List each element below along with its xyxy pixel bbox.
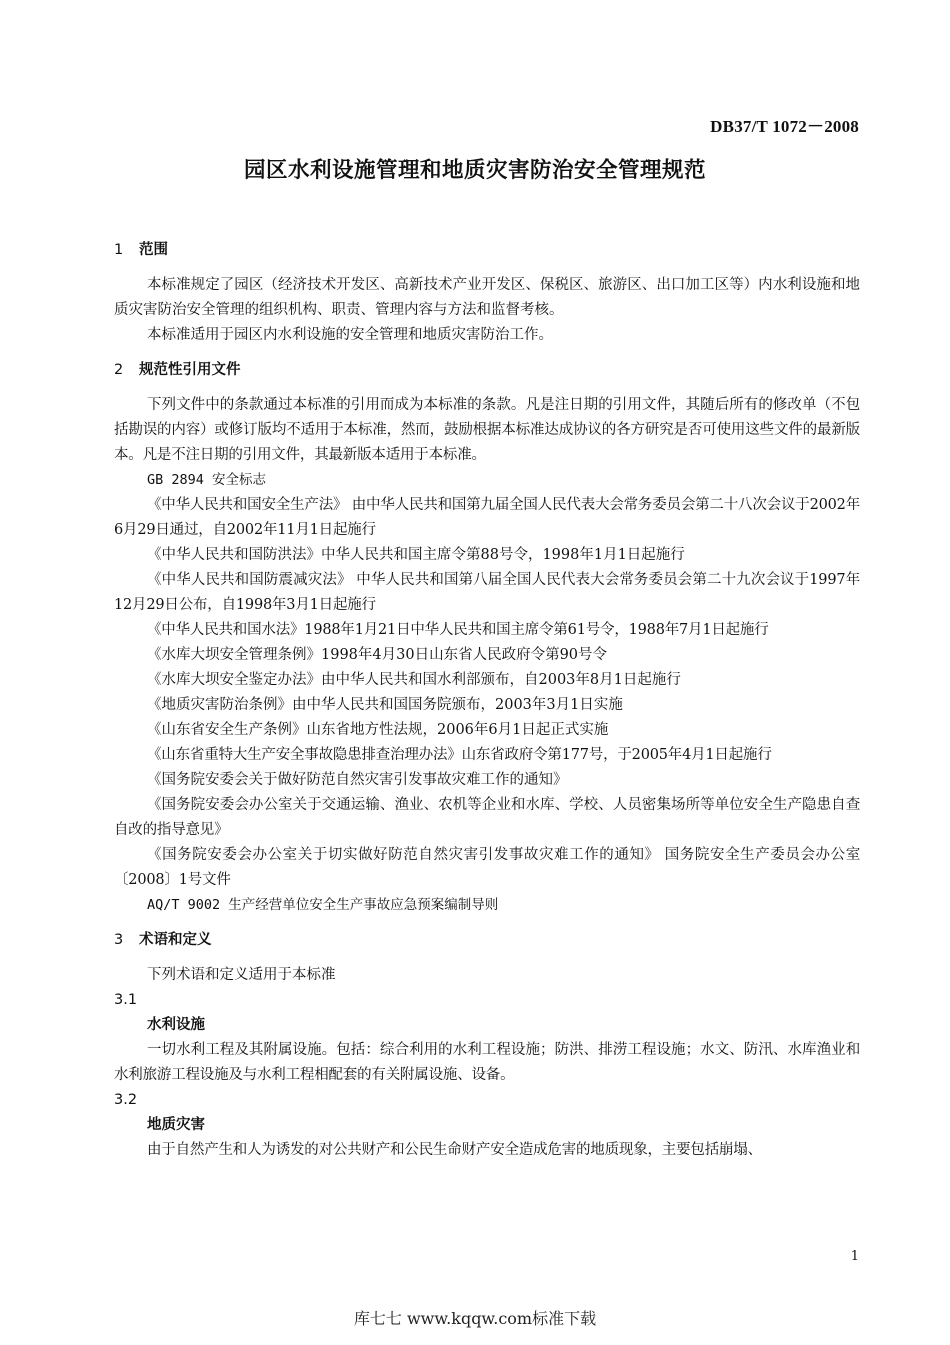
section-heading-normative-references xyxy=(114,358,860,383)
reference-item: GB 2894 安全标志 xyxy=(147,472,267,488)
term-definition: 由于自然产生和人为诱发的对公共财产和公民生命财产安全造成危害的地质现象，主要包括崩塌、 xyxy=(147,1142,762,1158)
section-heading-terms-definitions xyxy=(114,928,860,953)
reference-item: 《地质灾害防治条例》由中华人民共和国国务院颁布，2003年3月1日实施 xyxy=(147,697,623,713)
reference-item: 《山东省安全生产条例》山东省地方性法规，2006年6月1日起正式实施 xyxy=(147,722,609,738)
document-body xyxy=(114,238,860,1163)
reference-item: 《中华人民共和国防洪法》中华人民共和国主席令第88号令，1998年1月1日起施行 xyxy=(147,547,685,563)
term-name: 地质灾害 xyxy=(147,1117,205,1133)
section-heading-scope xyxy=(114,238,860,263)
footer-watermark: 库七七 www.kqqw.com标准下载 xyxy=(353,1309,597,1328)
paragraph: 下列文件中的条款通过本标准的引用而成为本标准的条款。凡是注日期的引用文件，其随后所有的修改单（不包括勘误的内容）或修订版均不适用于本标准，然而，鼓励根据本标准达成协议的各方研究是否可使用这些文件的最新版本。凡是不注日期的引用文件，其最新版本适用于本标准。 xyxy=(114,397,860,463)
section-number: 3 xyxy=(114,932,124,948)
paragraph: 下列术语和定义适用于本标准 xyxy=(147,967,336,983)
term-name: 水利设施 xyxy=(147,1017,205,1033)
reference-item: 《中华人民共和国水法》1988年1月21日中华人民共和国主席令第61号令，1988年7月1日起施行 xyxy=(147,622,769,638)
page-number: 1 xyxy=(850,1249,859,1264)
paragraph: 本标准规定了园区（经济技术开发区、高新技术产业开发区、保税区、旅游区、出口加工区等）内水利设施和地质灾害防治安全管理的组织机构、职责、管理内容与方法和监督考核。 xyxy=(114,277,860,318)
reference-item: 《山东省重特大生产安全事故隐患排查治理办法》山东省政府令第177号，于2005年4月1日起施行 xyxy=(147,747,772,763)
section-title: 规范性引用文件 xyxy=(139,362,241,378)
reference-item: 《水库大坝安全管理条例》1998年4月30日山东省人民政府令第90号令 xyxy=(147,647,608,663)
term-number: 3.1 xyxy=(114,992,138,1008)
standard-code: DB37/T 1072－2008 xyxy=(710,117,859,136)
section-number: 2 xyxy=(114,362,124,378)
document-title: 园区水利设施管理和地质灾害防治安全管理规范 xyxy=(243,158,706,183)
reference-item: 《国务院安委会办公室关于切实做好防范自然灾害引发事故灾难工作的通知》 国务院安全生产委员会办公室〔2008〕1号文件 xyxy=(114,847,860,888)
section-number: 1 xyxy=(114,242,124,258)
paragraph: 本标准适用于园区内水利设施的安全管理和地质灾害防治工作。 xyxy=(147,327,553,343)
section-title: 范围 xyxy=(139,242,168,258)
reference-item: 《中华人民共和国安全生产法》 由中华人民共和国第九届全国人民代表大会常务委员会第二十八次会议于2002年6月29日通过，自2002年11月1日起施行 xyxy=(114,497,860,538)
reference-item: AQ/T 9002 生产经营单位安全生产事故应急预案编制导则 xyxy=(147,897,499,913)
reference-item: 《水库大坝安全鉴定办法》由中华人民共和国水利部颁布，自2003年8月1日起施行 xyxy=(147,672,681,688)
reference-item: 《国务院安委会关于做好防范自然灾害引发事故灾难工作的通知》 xyxy=(147,772,568,788)
reference-item: 《国务院安委会办公室关于交通运输、渔业、农机等企业和水库、学校、人员密集场所等单位安全生产隐患自查自改的指导意见》 xyxy=(114,797,860,838)
term-definition: 一切水利工程及其附属设施。包括：综合利用的水利工程设施；防洪、排涝工程设施；水文、防汛、水库渔业和水利旅游工程设施及与水利工程相配套的有关附属设施、设备。 xyxy=(114,1042,860,1083)
section-title: 术语和定义 xyxy=(139,932,212,948)
term-number: 3.2 xyxy=(114,1092,138,1108)
reference-item: 《中华人民共和国防震减灾法》 中华人民共和国第八届全国人民代表大会常务委员会第二十九次会议于1997年12月29日公布，自1998年3月1日起施行 xyxy=(114,572,860,613)
